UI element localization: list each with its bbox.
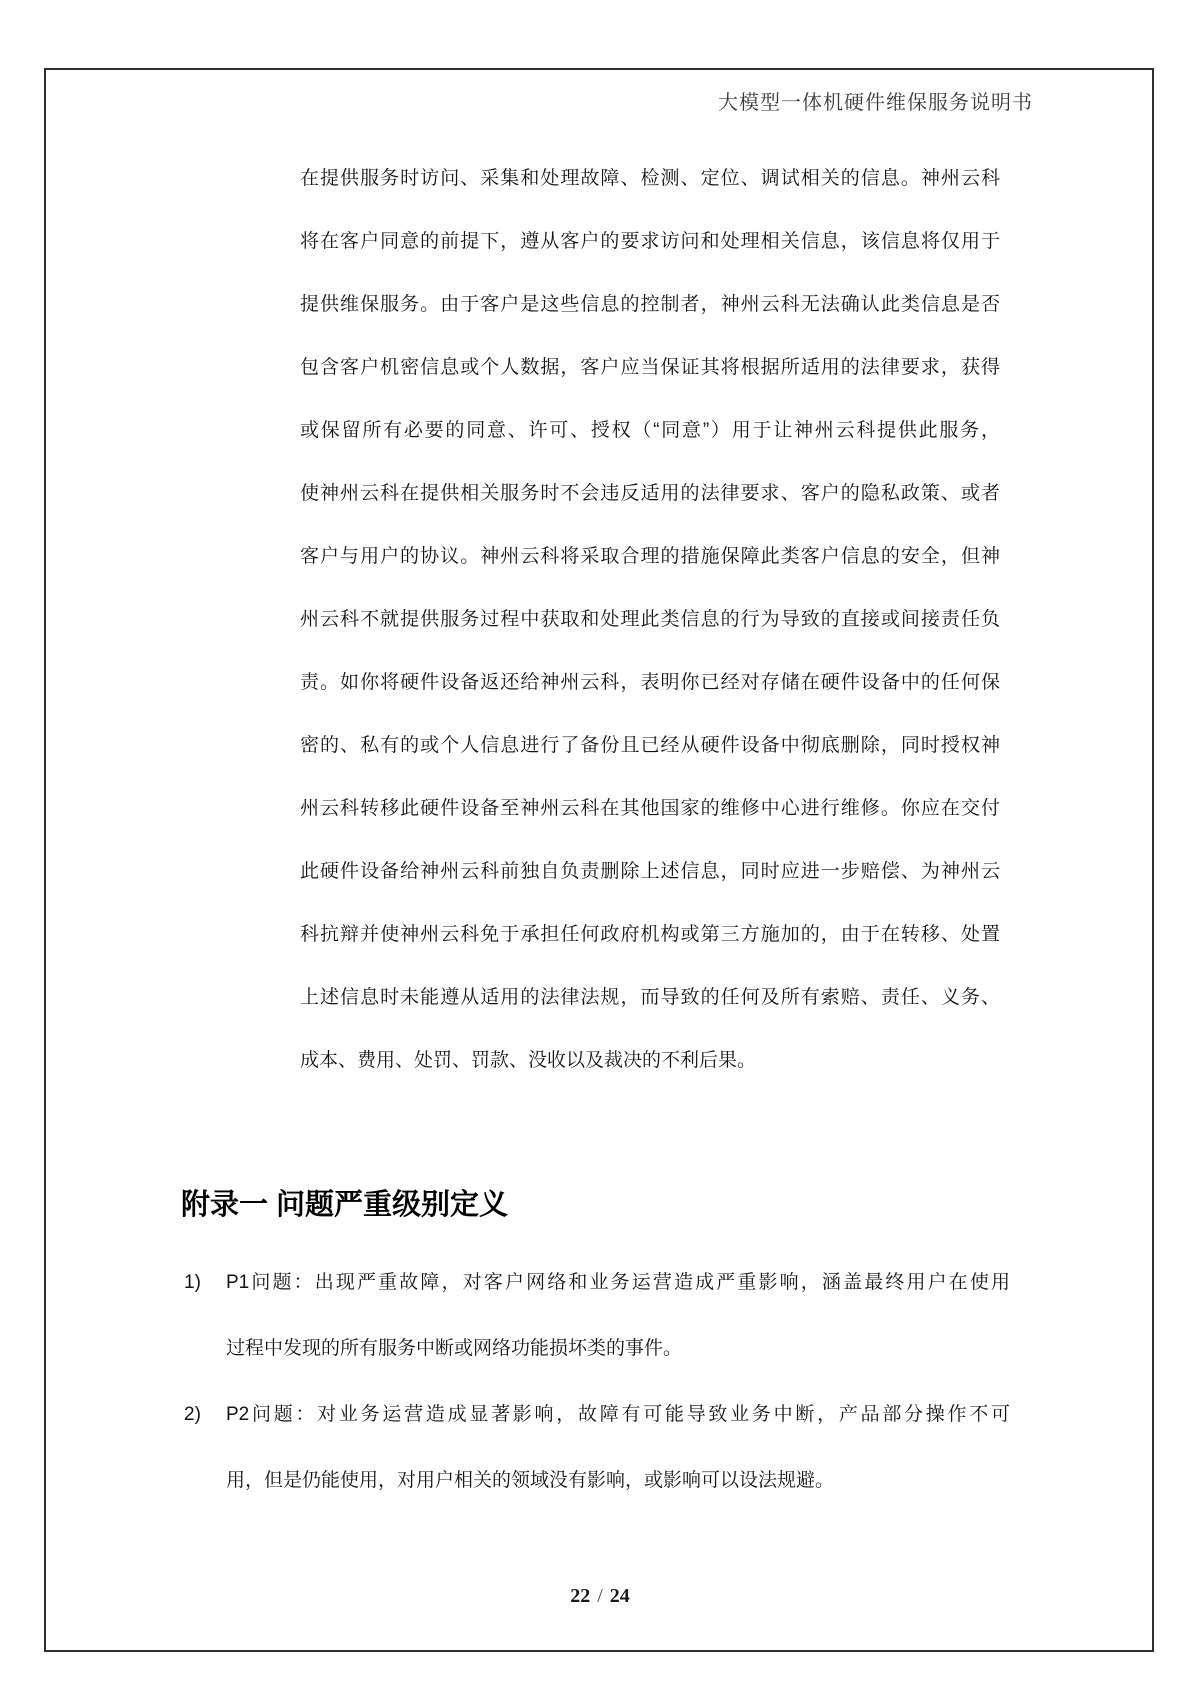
list-item-line: P2问题：对业务运营造成显著影响，故障有可能导致业务中断，产品部分操作不可 — [226, 1404, 1010, 1425]
paragraph-line: 客户与用户的协议。神州云科将采取合理的措施保障此类客户信息的安全，但神 — [300, 546, 1000, 567]
list-item-line: 过程中发现的所有服务中断或网络功能损坏类的事件。 — [226, 1338, 683, 1359]
list-item — [184, 1250, 1010, 1382]
list-item-body — [226, 1250, 1010, 1382]
paragraph-line: 州云科不就提供服务过程中获取和处理此类信息的行为导致的直接或间接责任负 — [300, 609, 1000, 630]
paragraph-line: 将在客户同意的前提下，遵从客户的要求访问和处理相关信息，该信息将仅用于 — [300, 231, 1000, 252]
appendix-heading: 附录一 问题严重级别定义 — [181, 1189, 509, 1221]
document-header-title: 大模型一体机硬件维保服务说明书 — [718, 92, 1033, 114]
paragraph-line: 使神州云科在提供相关服务时不会违反适用的法律要求、客户的隐私政策、或者 — [300, 483, 1000, 504]
page-number-current: 22 — [570, 1585, 591, 1607]
paragraph-line: 科抗辩并使神州云科免于承担任何政府机构或第三方施加的，由于在转移、处置 — [300, 924, 1000, 945]
page-number-separator: / — [597, 1585, 603, 1607]
list-item — [184, 1382, 1010, 1514]
list-item-line: P1问题：出现严重故障，对客户网络和业务运营造成严重影响，涵盖最终用户在使用 — [226, 1272, 1010, 1293]
list-item-number: 1) — [184, 1272, 201, 1293]
list-item-number: 2) — [184, 1404, 201, 1425]
paragraph-line: 密的、私有的或个人信息进行了备份且已经从硬件设备中彻底删除，同时授权神 — [300, 735, 1000, 756]
body-paragraph — [300, 147, 1000, 1092]
list-item-line: 用，但是仍能使用，对用户相关的领域没有影响，或影响可以设法规避。 — [226, 1470, 835, 1491]
paragraph-line: 州云科转移此硬件设备至神州云科在其他国家的维修中心进行维修。你应在交付 — [300, 798, 1000, 819]
page-footer — [0, 1585, 1200, 1608]
page-number-total: 24 — [609, 1585, 630, 1607]
list-item-body — [226, 1382, 1010, 1514]
paragraph-line: 提供维保服务。由于客户是这些信息的控制者，神州云科无法确认此类信息是否 — [300, 294, 1000, 315]
severity-definition-list — [184, 1250, 1010, 1514]
paragraph-line: 成本、费用、处罚、罚款、没收以及裁决的不利后果。 — [300, 1050, 757, 1071]
paragraph-line: 责。如你将硬件设备返还给神州云科，表明你已经对存储在硬件设备中的任何保 — [300, 672, 1000, 693]
paragraph-line: 此硬件设备给神州云科前独自负责删除上述信息，同时应进一步赔偿、为神州云 — [300, 861, 1000, 882]
paragraph-line: 包含客户机密信息或个人数据，客户应当保证其将根据所适用的法律要求，获得 — [300, 357, 1000, 378]
paragraph-line: 或保留所有必要的同意、许可、授权（“同意”）用于让神州云科提供此服务， — [300, 420, 1000, 441]
paragraph-line: 上述信息时未能遵从适用的法律法规，而导致的任何及所有索赔、责任、义务、 — [300, 987, 1000, 1008]
paragraph-line: 在提供服务时访问、采集和处理故障、检测、定位、调试相关的信息。神州云科 — [300, 168, 1000, 189]
